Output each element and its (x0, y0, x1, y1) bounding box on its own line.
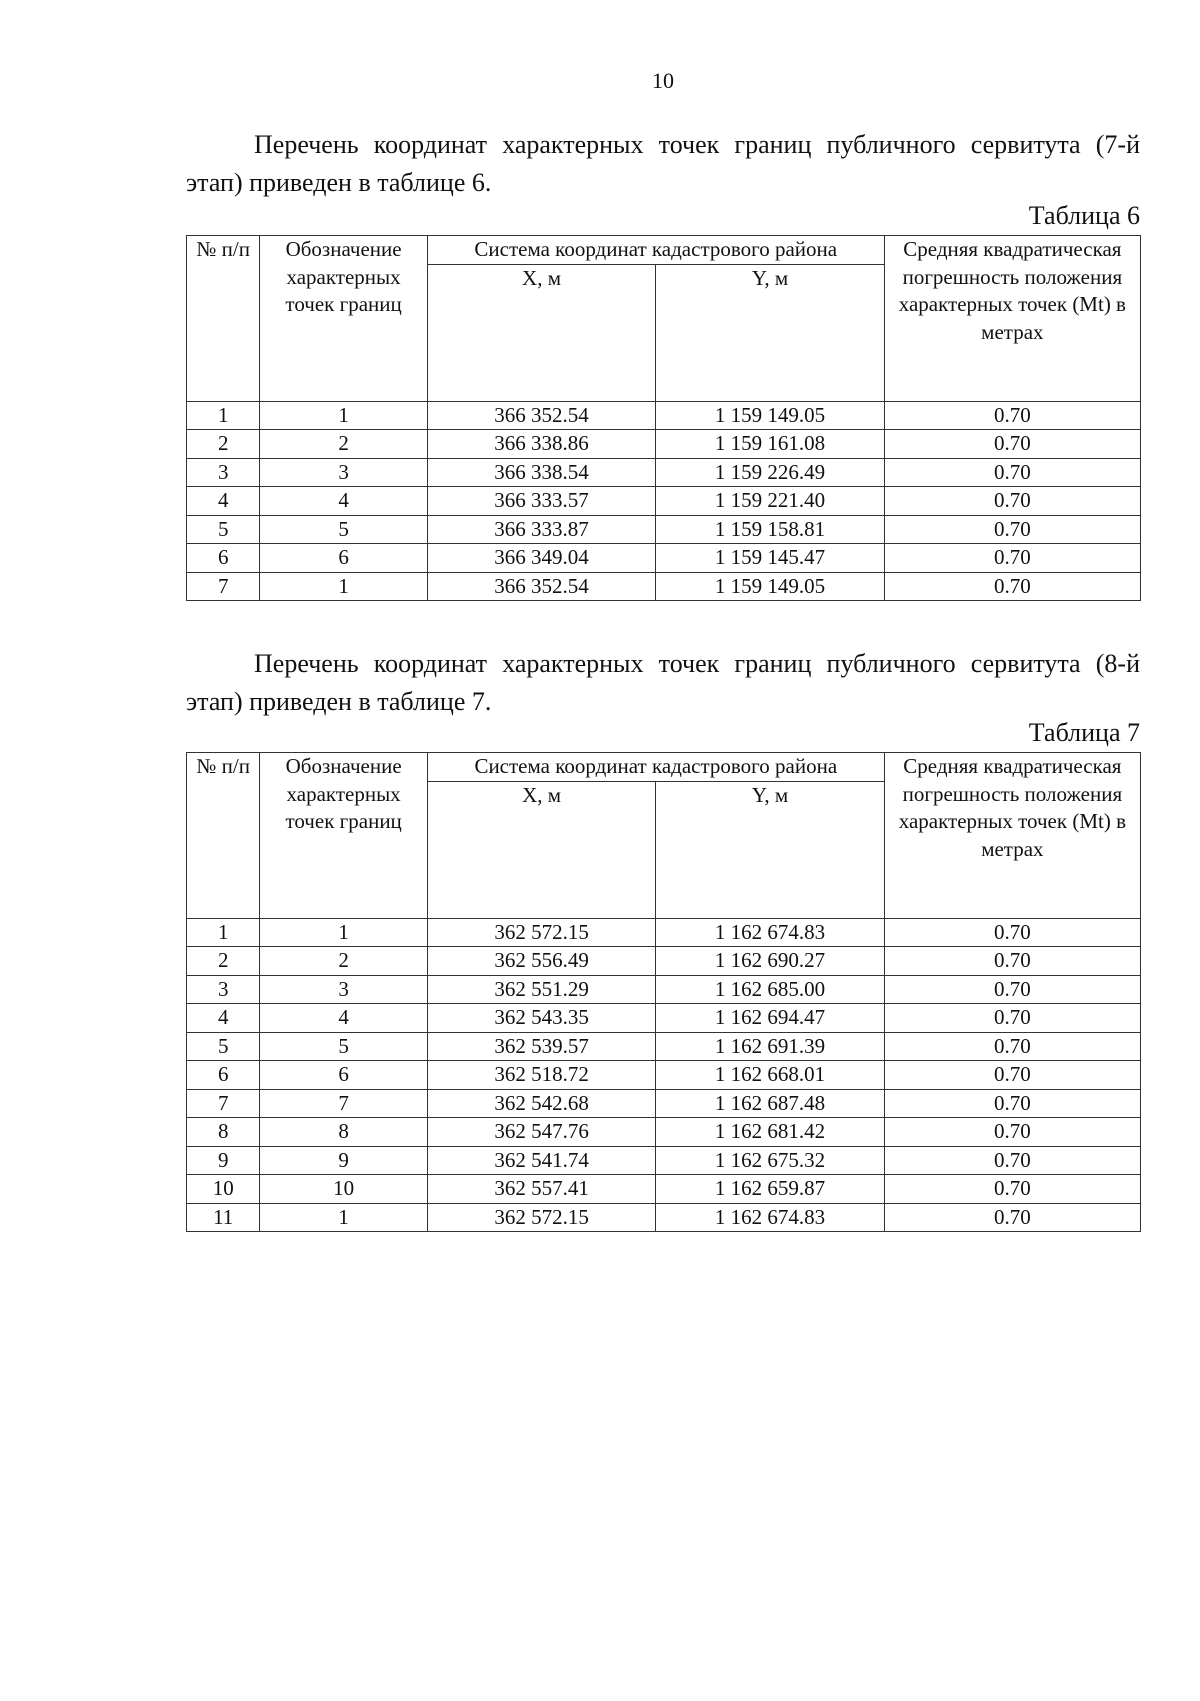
cell-x: 362 547.76 (427, 1118, 655, 1147)
cell-point: 5 (260, 1032, 427, 1061)
cell-num: 4 (187, 1004, 260, 1033)
cell-mt: 0.70 (884, 544, 1140, 573)
table-row (187, 1146, 1141, 1175)
cell-y: 1 162 675.32 (656, 1146, 884, 1175)
table-6-body (187, 401, 1141, 601)
header-x: X, м (427, 781, 655, 918)
cell-mt: 0.70 (884, 572, 1140, 601)
cell-x: 366 338.86 (427, 430, 655, 459)
cell-point: 3 (260, 975, 427, 1004)
cell-x: 362 572.15 (427, 918, 655, 947)
cell-y: 1 162 668.01 (656, 1061, 884, 1090)
header-coordinate-system: Система координат кадастрового района (427, 753, 884, 782)
table-row (187, 487, 1141, 516)
cell-point: 6 (260, 1061, 427, 1090)
cell-y: 1 162 691.39 (656, 1032, 884, 1061)
header-point: Обозначение характерных точек границ (260, 753, 427, 919)
cell-num: 3 (187, 458, 260, 487)
cell-y: 1 159 226.49 (656, 458, 884, 487)
cell-mt: 0.70 (884, 401, 1140, 430)
table-row (187, 1032, 1141, 1061)
cell-mt: 0.70 (884, 1203, 1140, 1232)
table-row (187, 1089, 1141, 1118)
cell-mt: 0.70 (884, 1089, 1140, 1118)
cell-x: 366 352.54 (427, 572, 655, 601)
header-x: X, м (427, 264, 655, 401)
cell-point: 9 (260, 1146, 427, 1175)
cell-x: 366 349.04 (427, 544, 655, 573)
coordinates-table-7 (186, 752, 1141, 1232)
cell-point: 4 (260, 1004, 427, 1033)
cell-mt: 0.70 (884, 1175, 1140, 1204)
cell-num: 8 (187, 1118, 260, 1147)
cell-mt: 0.70 (884, 487, 1140, 516)
table-row (187, 430, 1141, 459)
coordinates-table-6 (186, 235, 1141, 601)
cell-y: 1 162 694.47 (656, 1004, 884, 1033)
cell-num: 7 (187, 1089, 260, 1118)
cell-x: 366 338.54 (427, 458, 655, 487)
cell-num: 10 (187, 1175, 260, 1204)
table-row (187, 1118, 1141, 1147)
cell-point: 5 (260, 515, 427, 544)
cell-point: 2 (260, 947, 427, 976)
cell-mt: 0.70 (884, 1146, 1140, 1175)
cell-num: 5 (187, 1032, 260, 1061)
cell-point: 2 (260, 430, 427, 459)
cell-x: 362 539.57 (427, 1032, 655, 1061)
cell-mt: 0.70 (884, 918, 1140, 947)
cell-x: 362 543.35 (427, 1004, 655, 1033)
cell-mt: 0.70 (884, 947, 1140, 976)
cell-y: 1 162 681.42 (656, 1118, 884, 1147)
header-mt: Средняя квадратическая погрешность положения характерных точек (Mt) в метрах (884, 236, 1140, 402)
table-row (187, 947, 1141, 976)
cell-point: 6 (260, 544, 427, 573)
header-y: Y, м (656, 264, 884, 401)
cell-mt: 0.70 (884, 458, 1140, 487)
table-row (187, 975, 1141, 1004)
cell-y: 1 162 674.83 (656, 918, 884, 947)
cell-y: 1 162 685.00 (656, 975, 884, 1004)
table-row (187, 401, 1141, 430)
cell-x: 366 352.54 (427, 401, 655, 430)
table-row (187, 918, 1141, 947)
header-num: № п/п (187, 236, 260, 402)
cell-num: 11 (187, 1203, 260, 1232)
cell-y: 1 159 145.47 (656, 544, 884, 573)
header-num: № п/п (187, 753, 260, 919)
cell-num: 3 (187, 975, 260, 1004)
page-number: 10 (652, 68, 674, 93)
cell-point: 8 (260, 1118, 427, 1147)
cell-x: 366 333.57 (427, 487, 655, 516)
cell-y: 1 162 690.27 (656, 947, 884, 976)
cell-num: 1 (187, 918, 260, 947)
table-row (187, 1175, 1141, 1204)
header-mt: Средняя квадратическая погрешность положения характерных точек (Mt) в метрах (884, 753, 1140, 919)
cell-num: 6 (187, 544, 260, 573)
cell-x: 362 518.72 (427, 1061, 655, 1090)
cell-point: 4 (260, 487, 427, 516)
cell-y: 1 162 674.83 (656, 1203, 884, 1232)
cell-num: 2 (187, 430, 260, 459)
cell-point: 1 (260, 572, 427, 601)
cell-mt: 0.70 (884, 1032, 1140, 1061)
cell-num: 6 (187, 1061, 260, 1090)
table-row (187, 572, 1141, 601)
cell-num: 4 (187, 487, 260, 516)
table-caption-7: Таблица 7 (1028, 718, 1140, 747)
paragraph-stage-8: Перечень координат характерных точек границ публичного сервитута (8-й этап) приведен в таблице 7. (186, 649, 1140, 716)
cell-mt: 0.70 (884, 1004, 1140, 1033)
cell-num: 9 (187, 1146, 260, 1175)
cell-x: 362 551.29 (427, 975, 655, 1004)
cell-num: 5 (187, 515, 260, 544)
table-7-body (187, 918, 1141, 1232)
table-row (187, 1203, 1141, 1232)
table-row (187, 515, 1141, 544)
cell-x: 362 556.49 (427, 947, 655, 976)
cell-num: 1 (187, 401, 260, 430)
header-point: Обозначение характерных точек границ (260, 236, 427, 402)
cell-mt: 0.70 (884, 430, 1140, 459)
cell-num: 7 (187, 572, 260, 601)
cell-x: 362 557.41 (427, 1175, 655, 1204)
table-caption-6: Таблица 6 (1028, 201, 1140, 230)
header-coordinate-system: Система координат кадастрового района (427, 236, 884, 265)
cell-y: 1 159 149.05 (656, 401, 884, 430)
cell-y: 1 159 158.81 (656, 515, 884, 544)
cell-y: 1 162 687.48 (656, 1089, 884, 1118)
cell-x: 362 542.68 (427, 1089, 655, 1118)
cell-mt: 0.70 (884, 975, 1140, 1004)
cell-mt: 0.70 (884, 1118, 1140, 1147)
cell-mt: 0.70 (884, 515, 1140, 544)
cell-y: 1 162 659.87 (656, 1175, 884, 1204)
cell-num: 2 (187, 947, 260, 976)
cell-point: 1 (260, 918, 427, 947)
cell-y: 1 159 221.40 (656, 487, 884, 516)
cell-x: 362 572.15 (427, 1203, 655, 1232)
table-row (187, 458, 1141, 487)
cell-mt: 0.70 (884, 1061, 1140, 1090)
table-row (187, 1004, 1141, 1033)
cell-x: 366 333.87 (427, 515, 655, 544)
cell-point: 7 (260, 1089, 427, 1118)
table-row (187, 1061, 1141, 1090)
paragraph-stage-7: Перечень координат характерных точек границ публичного сервитута (7-й этап) приведен в таблице 6. (186, 130, 1140, 197)
cell-point: 10 (260, 1175, 427, 1204)
header-y: Y, м (656, 781, 884, 918)
cell-y: 1 159 161.08 (656, 430, 884, 459)
cell-point: 3 (260, 458, 427, 487)
table-row (187, 544, 1141, 573)
cell-point: 1 (260, 1203, 427, 1232)
cell-point: 1 (260, 401, 427, 430)
cell-y: 1 159 149.05 (656, 572, 884, 601)
cell-x: 362 541.74 (427, 1146, 655, 1175)
